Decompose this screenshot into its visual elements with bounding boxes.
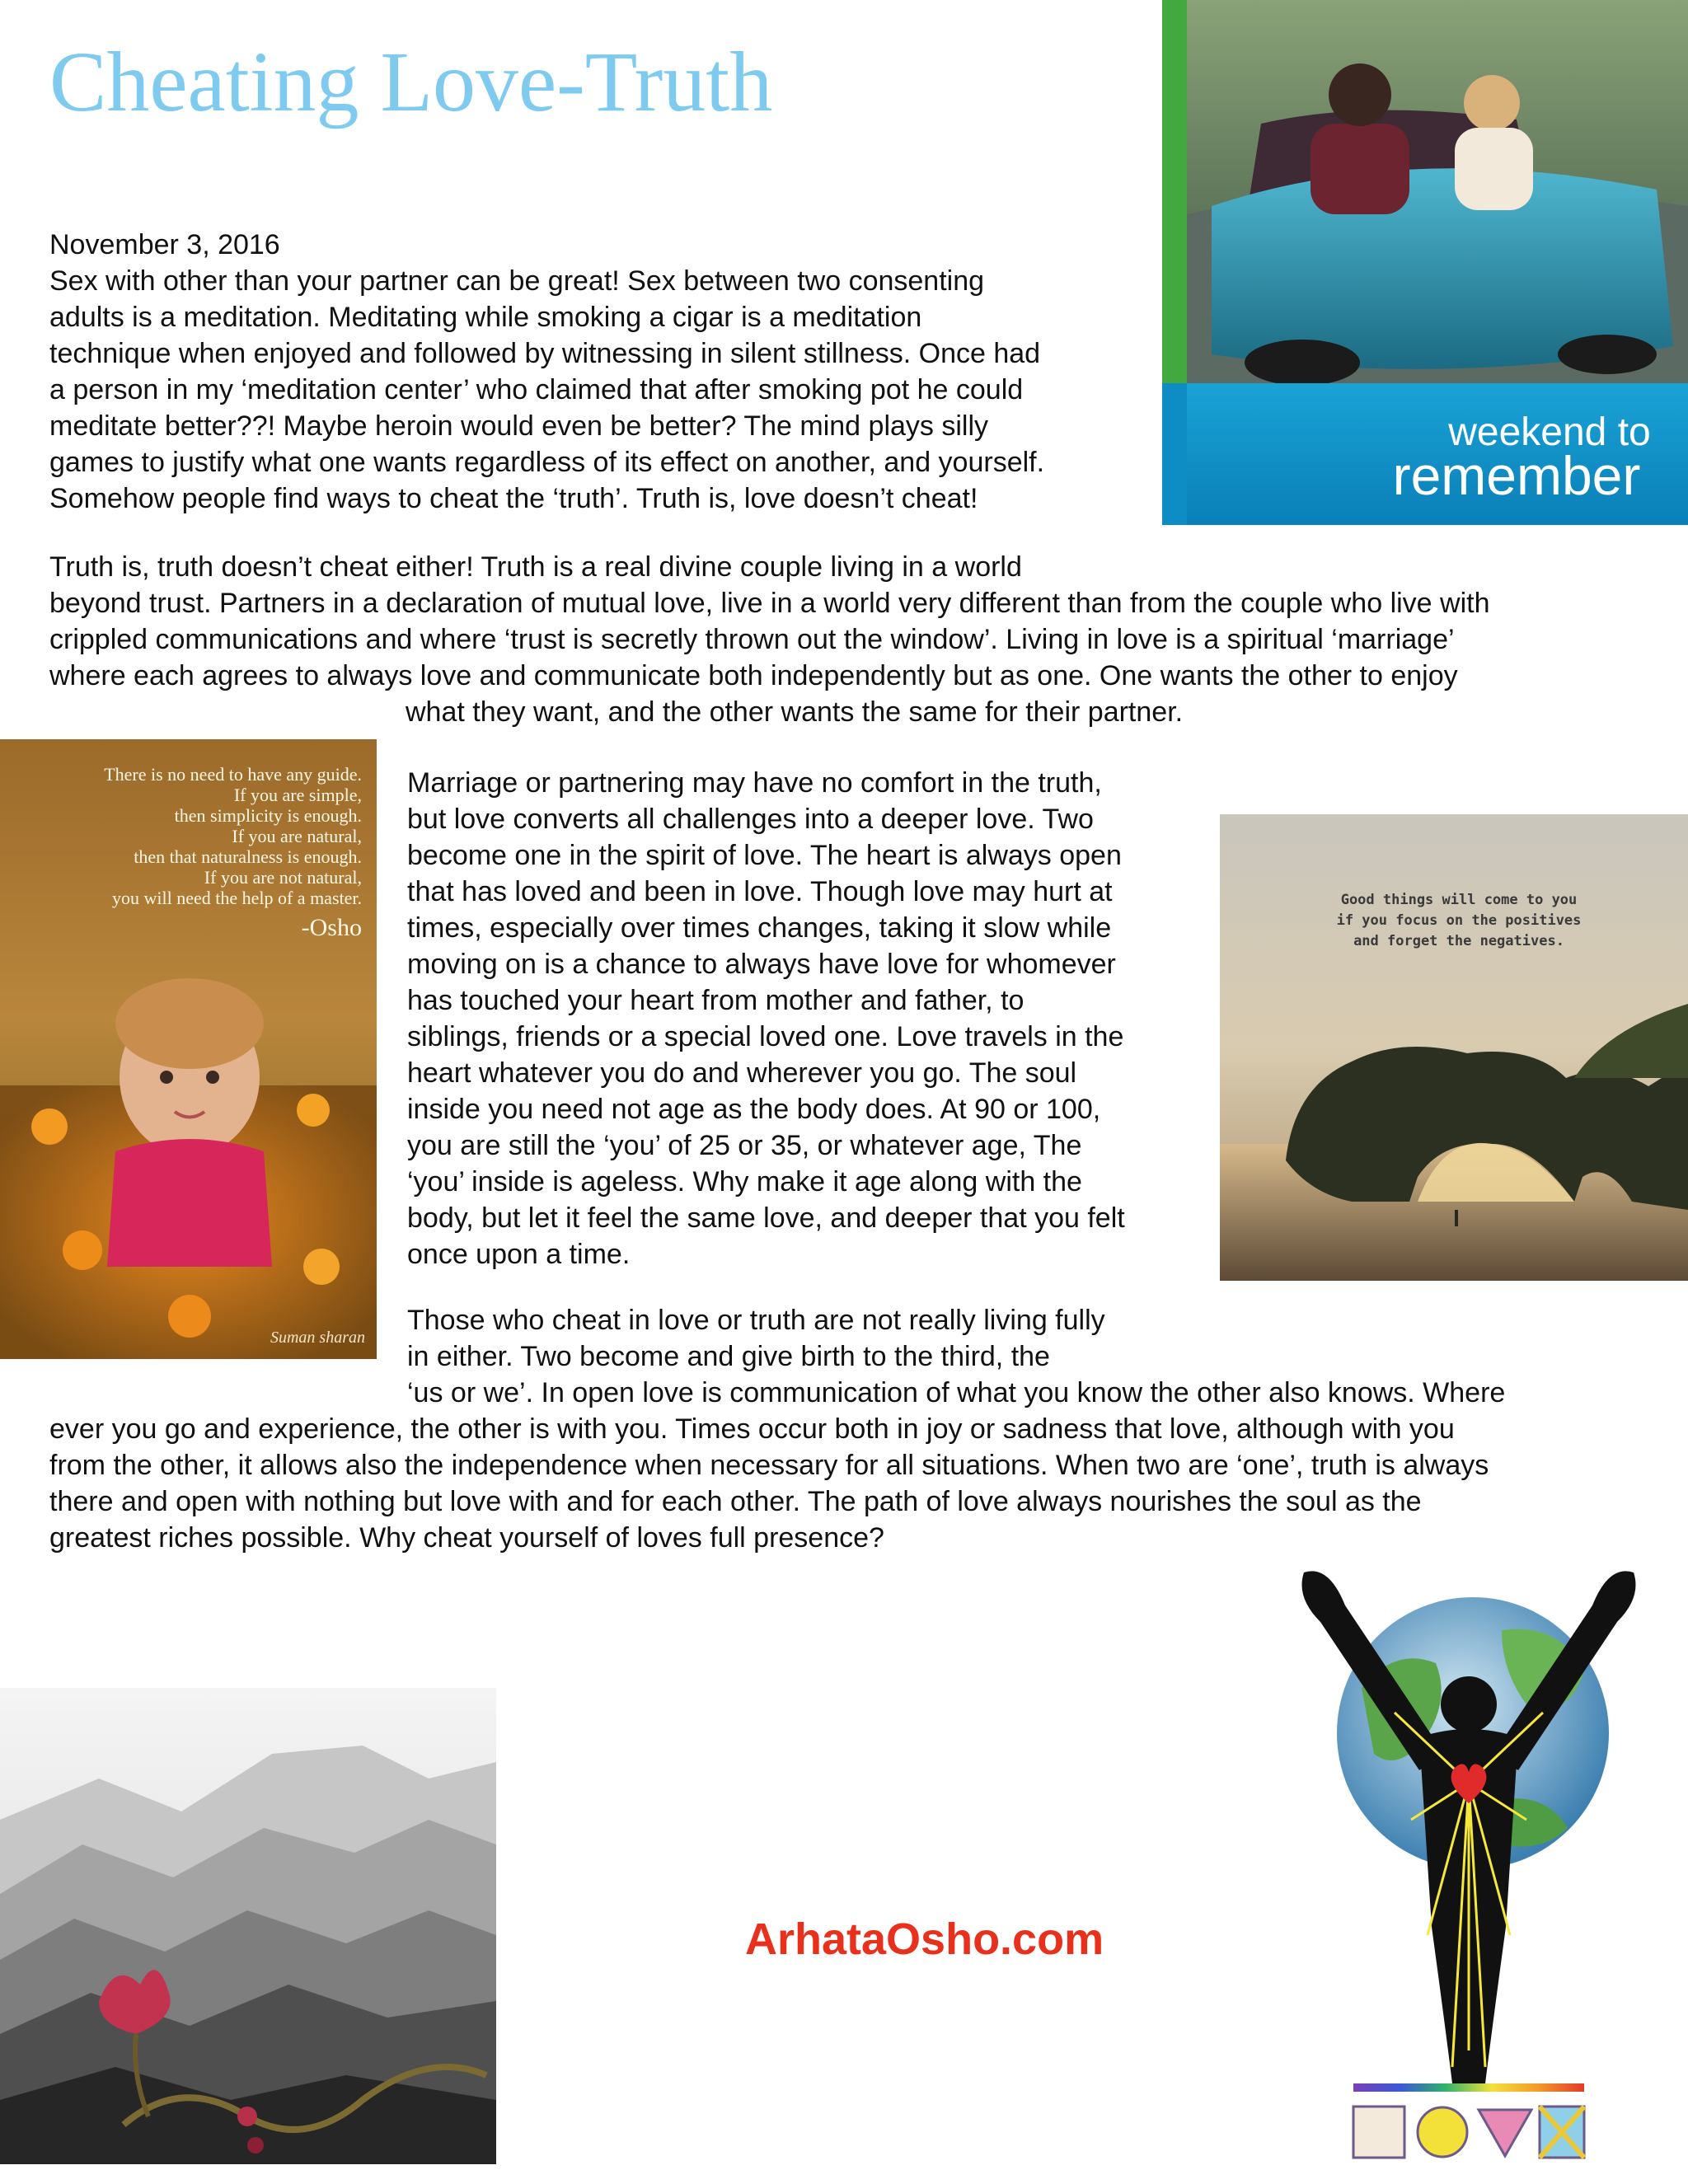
quote-line: then simplicity is enough. <box>174 805 362 826</box>
quote-line: you will need the help of a master. <box>111 888 362 908</box>
love-figure-image <box>1296 1556 1642 2166</box>
text-line: heart whatever you do and wherever you go. The soul <box>407 1057 1077 1089</box>
quote-line: Good things will come to you <box>1340 892 1578 908</box>
cheat-paragraph-continued <box>49 1411 1489 1556</box>
car-ad-image <box>1162 0 1688 525</box>
quote-line: then that naturalness is enough. <box>134 846 362 867</box>
text-line: Truth is, truth doesn’t cheat either! Truth is a real divine couple living in a world <box>49 551 1022 583</box>
truth-paragraph <box>49 549 1490 730</box>
text-line: in either. Two become and give birth to the third, the <box>407 1341 1050 1372</box>
text-line: greatest riches possible. Why cheat yourself of loves full presence? <box>49 1522 884 1554</box>
marriage-paragraph <box>407 765 1125 1272</box>
page-title: Cheating Love-Truth <box>49 35 773 129</box>
text-line: Sex with other than your partner can be great! Sex between two consenting <box>49 265 985 297</box>
text-line: Somehow people find ways to cheat the ‘truth’. Truth is, love doesn’t cheat! <box>49 483 978 514</box>
text-line: inside you need not age as the body does. At 90 or 100, <box>407 1094 1101 1125</box>
text-line: moving on is a chance to always have love for whomever <box>407 949 1116 980</box>
quote-attribution: -Osho <box>301 914 362 941</box>
text-line: games to justify what one wants regardless of its effect on another, and yourself. <box>49 447 1045 478</box>
text-line: has touched your heart from mother and father, to <box>407 985 1025 1016</box>
quote-line: There is no need to have any guide. <box>104 764 362 785</box>
text-line: Marriage or partnering may have no comfort in the truth, <box>407 767 1102 799</box>
text-line: where each agrees to always love and communicate both independently but as one. One wants the other to enjoy <box>49 660 1458 691</box>
text-line: that has loved and been in love. Though love may hurt at <box>407 876 1113 907</box>
text-line: times, especially over times changes, taking it slow while <box>407 912 1112 944</box>
text-line: beyond trust. Partners in a declaration of mutual love, live in a world very different than from the couple who live with <box>49 588 1490 619</box>
website-link[interactable]: ArhataOsho.com <box>745 1915 1104 1964</box>
text-line: ‘you’ inside is ageless. Why make it age along with the <box>407 1166 1082 1197</box>
text-line: Those who cheat in love or truth are not really living fully <box>407 1305 1105 1336</box>
quote-line: and forget the negatives. <box>1353 933 1564 949</box>
text-line: what they want, and the other wants the same for their partner. <box>406 696 1184 728</box>
text-line: become one in the spirit of love. The heart is always open <box>407 840 1122 871</box>
text-line: a person in my ‘meditation center’ who claimed that after smoking pot he could <box>49 374 1024 405</box>
text-line: you are still the ‘you’ of 25 or 35, or whatever age, The <box>407 1130 1082 1161</box>
text-line: from the other, it allows also the independence when necessary for all situations. When two are ‘one’, truth is always <box>49 1450 1489 1481</box>
car-ad-tagline-top: weekend to <box>1448 410 1651 454</box>
photo-credit: Suman sharan <box>270 1329 365 1347</box>
positives-quote-text <box>1294 890 1624 952</box>
quote-line: If you are natural, <box>232 826 362 846</box>
osho-quote-image <box>0 739 377 1359</box>
text-line: ever you go and experience, the other is with you. Times occur both in joy or sadness that love, although with you <box>49 1413 1455 1445</box>
text-line: ‘us or we’. In open love is communication of what you know the other also knows. Where <box>407 1377 1506 1408</box>
text-line: technique when enjoyed and followed by witnessing in silent stillness. Once had <box>49 338 1041 369</box>
text-line: crippled communications and where ‘trust is secretly thrown out the window’. Living in love is a spiritual ‘marriage’ <box>49 624 1455 655</box>
quote-line: If you are simple, <box>233 785 362 805</box>
car-ad-tagline-bottom: remember <box>1392 445 1641 506</box>
positives-quote-image <box>1220 814 1688 1281</box>
text-line: once upon a time. <box>407 1239 631 1270</box>
text-line: adults is a meditation. Meditating while smoking a cigar is a meditation <box>49 302 922 333</box>
text-line: body, but let it feel the same love, and deeper that you felt <box>407 1202 1125 1234</box>
quote-line: If you are not natural, <box>204 867 362 888</box>
article-date: November 3, 2016 <box>49 229 280 260</box>
text-line: siblings, friends or a special loved one. Love travels in the <box>407 1021 1124 1052</box>
mountain-flower-image <box>0 1688 496 2164</box>
osho-quote-text <box>104 764 362 944</box>
text-line: but love converts all challenges into a deeper love. Two <box>407 804 1094 835</box>
text-line: there and open with nothing but love with and for each other. The path of love always nourishes the soul as the <box>49 1486 1422 1517</box>
intro-paragraph <box>49 227 1044 517</box>
cheat-paragraph <box>407 1302 1505 1411</box>
text-line: meditate better??! Maybe heroin would even be better? The mind plays silly <box>49 410 989 442</box>
quote-line: if you focus on the positives <box>1336 912 1582 929</box>
